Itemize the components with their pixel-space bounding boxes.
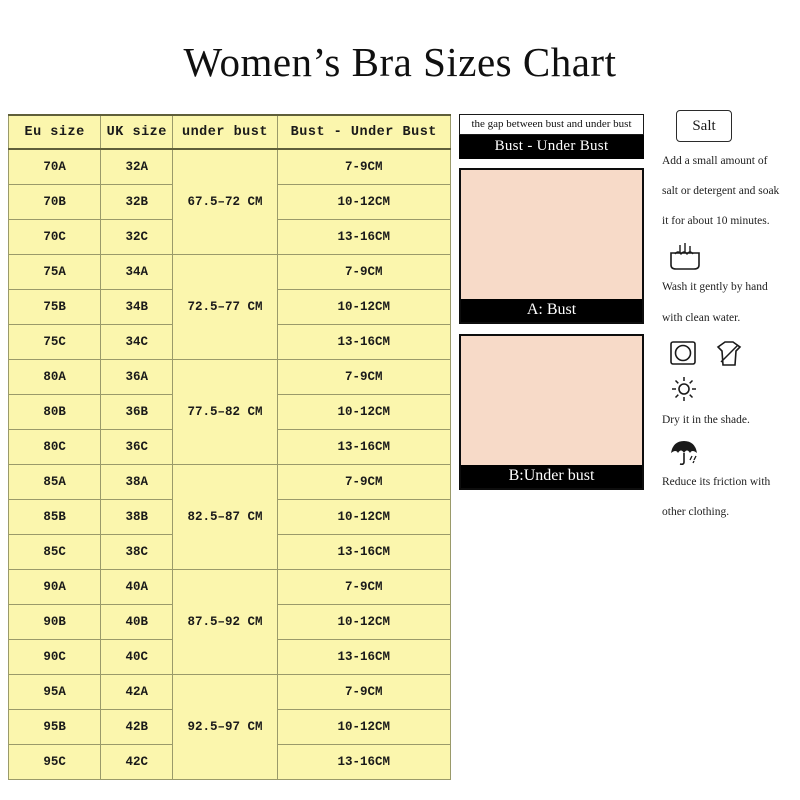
column-header-under-bust: under bust <box>173 115 277 149</box>
bust-illustration <box>459 168 644 324</box>
care-instructions <box>662 110 794 532</box>
cell-bust-under-bust: 7-9CM <box>277 675 450 710</box>
care-line-1: Add a small amount of <box>662 155 768 167</box>
cell-uk: 40B <box>101 605 173 640</box>
care-line-8: other clothing. <box>662 505 730 518</box>
care-line-4: Wash it gently by hand <box>662 281 768 294</box>
cell-under-bust: 77.5–82 CM <box>173 360 277 465</box>
cell-uk: 38A <box>101 465 173 500</box>
cell-under-bust: 92.5–97 CM <box>173 675 277 780</box>
cell-uk: 40C <box>101 640 173 675</box>
table-row <box>9 570 451 605</box>
no-bleach-shirt-icon <box>712 338 746 368</box>
cell-uk: 36A <box>101 360 173 395</box>
illustration-column <box>459 114 644 490</box>
cell-eu: 70C <box>9 220 101 255</box>
cell-under-bust: 82.5–87 CM <box>173 465 277 570</box>
cell-eu: 70B <box>9 185 101 220</box>
cell-uk: 34C <box>101 325 173 360</box>
cell-eu: 90A <box>9 570 101 605</box>
table-row <box>9 465 451 500</box>
cell-bust-under-bust: 13-16CM <box>277 220 450 255</box>
cell-uk: 42C <box>101 745 173 780</box>
cell-uk: 36C <box>101 430 173 465</box>
cell-eu: 95C <box>9 745 101 780</box>
hand-wash-icon <box>668 241 702 271</box>
size-table-container <box>8 114 451 780</box>
cell-bust-under-bust: 13-16CM <box>277 640 450 675</box>
care-line-3: it for about 10 minutes. <box>662 215 770 228</box>
dry-icon-row <box>668 338 794 368</box>
cell-eu: 80B <box>9 395 101 430</box>
cell-bust-under-bust: 10-12CM <box>277 290 450 325</box>
cell-eu: 75C <box>9 325 101 360</box>
cell-eu: 95A <box>9 675 101 710</box>
cell-bust-under-bust: 7-9CM <box>277 360 450 395</box>
size-table <box>8 114 451 780</box>
column-header-bust-under-bust: Bust - Under Bust <box>277 115 450 149</box>
cell-bust-under-bust: 7-9CM <box>277 255 450 290</box>
shade-icon-row <box>668 374 794 404</box>
table-row <box>9 255 451 290</box>
cell-uk: 32A <box>101 149 173 185</box>
cell-bust-under-bust: 10-12CM <box>277 500 450 535</box>
cell-under-bust: 87.5–92 CM <box>173 570 277 675</box>
table-row <box>9 360 451 395</box>
cell-eu: 90B <box>9 605 101 640</box>
cell-eu: 95B <box>9 710 101 745</box>
care-line-6: Dry it in the shade. <box>662 413 750 426</box>
cell-uk: 42B <box>101 710 173 745</box>
hand-wash-icon-row <box>668 241 794 271</box>
table-body <box>9 149 451 780</box>
cell-uk: 36B <box>101 395 173 430</box>
sun-icon <box>668 374 702 404</box>
cell-eu: 85B <box>9 500 101 535</box>
cell-uk: 38C <box>101 535 173 570</box>
table-row <box>9 149 451 185</box>
tumble-dry-icon <box>668 338 702 368</box>
cell-bust-under-bust: 7-9CM <box>277 465 450 500</box>
care-line-5: with clean water. <box>662 311 741 324</box>
care-line-2: salt or detergent and soak <box>662 185 780 198</box>
column-header-uk: UK size <box>101 115 173 149</box>
care-line-7: Reduce its friction with <box>662 475 771 488</box>
gap-label: Bust - Under Bust <box>459 135 644 159</box>
cell-bust-under-bust: 10-12CM <box>277 605 450 640</box>
column-header-eu: Eu size <box>9 115 101 149</box>
cell-bust-under-bust: 10-12CM <box>277 185 450 220</box>
page-title: Women’s Bra Sizes Chart <box>183 39 617 85</box>
cell-uk: 32C <box>101 220 173 255</box>
cell-uk: 42A <box>101 675 173 710</box>
cell-uk: 34A <box>101 255 173 290</box>
umbrella-icon <box>668 436 702 466</box>
cell-uk: 32B <box>101 185 173 220</box>
cell-bust-under-bust: 13-16CM <box>277 745 450 780</box>
table-row <box>9 675 451 710</box>
cell-bust-under-bust: 10-12CM <box>277 710 450 745</box>
cell-bust-under-bust: 13-16CM <box>277 535 450 570</box>
cell-bust-under-bust: 7-9CM <box>277 570 450 605</box>
cell-eu: 75B <box>9 290 101 325</box>
cell-eu: 80C <box>9 430 101 465</box>
cell-uk: 38B <box>101 500 173 535</box>
cell-under-bust: 72.5–77 CM <box>173 255 277 360</box>
cell-eu: 80A <box>9 360 101 395</box>
table-header-row <box>9 115 451 149</box>
under-bust-illustration <box>459 334 644 490</box>
caption-under-bust: B:Under bust <box>461 465 642 488</box>
cell-eu: 70A <box>9 149 101 185</box>
salt-icon: Salt <box>676 110 732 142</box>
cell-bust-under-bust: 13-16CM <box>277 325 450 360</box>
cell-eu: 90C <box>9 640 101 675</box>
cell-uk: 40A <box>101 570 173 605</box>
cell-eu: 85C <box>9 535 101 570</box>
cell-bust-under-bust: 10-12CM <box>277 395 450 430</box>
cell-uk: 34B <box>101 290 173 325</box>
cell-eu: 85A <box>9 465 101 500</box>
cell-bust-under-bust: 13-16CM <box>277 430 450 465</box>
cell-eu: 75A <box>9 255 101 290</box>
gap-note: the gap between bust and under bust <box>459 114 644 135</box>
umbrella-icon-row <box>668 436 794 466</box>
caption-bust: A: Bust <box>461 299 642 322</box>
cell-bust-under-bust: 7-9CM <box>277 149 450 185</box>
cell-under-bust: 67.5–72 CM <box>173 149 277 255</box>
